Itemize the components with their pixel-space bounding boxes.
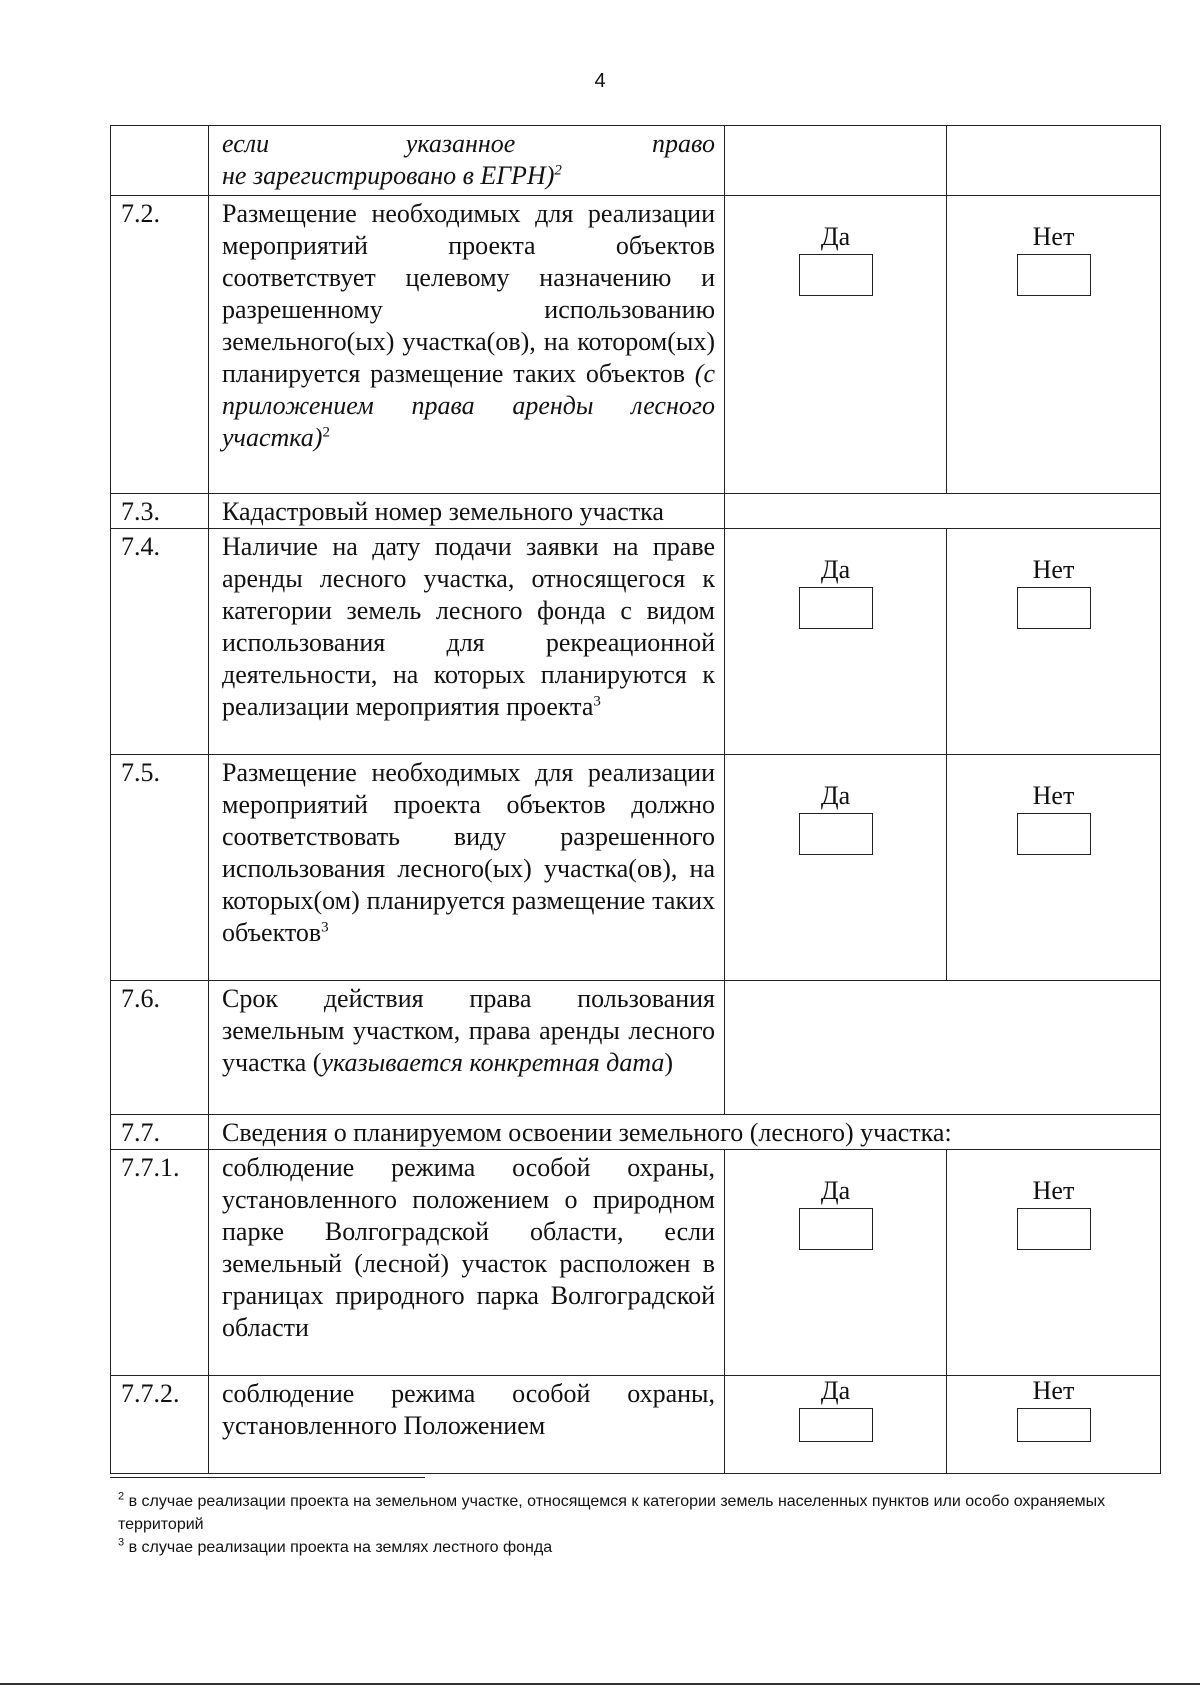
row-number: 7.3. xyxy=(111,494,209,529)
row-number: 7.4. xyxy=(111,529,209,755)
yes-label: Да xyxy=(820,222,851,251)
row-number: 7.7.2. xyxy=(111,1376,209,1474)
yes-checkbox[interactable] xyxy=(799,587,873,629)
no-label: Нет xyxy=(1032,1176,1075,1205)
yes-checkbox[interactable] xyxy=(799,813,873,855)
row-description: Срок действия права пользования земельным участком, права аренды лесного участка (указывается конкретная дата) xyxy=(209,981,725,1115)
yes-checkbox[interactable] xyxy=(799,1408,873,1442)
description-text: Наличие на дату подачи заявки на праве аренды лесного участка, относящегося к категории земель лесного фонда с видом использования для рекреационной деятельности, на которых планируются к реализации мероприятия проекта xyxy=(222,532,715,721)
application-form-table xyxy=(110,125,1161,1474)
footnote-3 xyxy=(118,1536,1158,1559)
row-description: Кадастровый номер земельного участка xyxy=(209,494,725,529)
table-row-7-4 xyxy=(111,529,1161,755)
no-checkbox[interactable] xyxy=(1017,1208,1091,1250)
page-bottom-edge xyxy=(0,1683,1200,1685)
row-description xyxy=(209,529,725,755)
yes-checkbox[interactable] xyxy=(799,254,873,296)
table-row-7-2 xyxy=(111,196,1161,494)
footnote-ref-3: 3 xyxy=(593,693,601,710)
no-checkbox[interactable] xyxy=(1017,813,1091,855)
footnote-ref-2: 2 xyxy=(322,424,330,441)
row-description-cell xyxy=(209,126,725,196)
table-row-7-5 xyxy=(111,755,1161,981)
table-row-continuation xyxy=(111,126,1161,196)
footnote-mark: 2 xyxy=(118,1490,125,1503)
cadastral-number-field[interactable] xyxy=(725,494,1161,529)
empty-cell xyxy=(725,126,947,196)
table-row-7-7-1 xyxy=(111,1150,1161,1376)
term-date-field[interactable] xyxy=(725,981,1161,1115)
no-checkbox[interactable] xyxy=(1017,254,1091,296)
continuation-line-2: не зарегистрировано в ЕГРН) xyxy=(222,161,555,190)
yes-label: Да xyxy=(820,1176,851,1205)
yes-option-cell xyxy=(725,1376,947,1474)
footnote-text: в случае реализации проекта на земельном участке, относящемся к категории земель населенных пунктов или особо охраняемых территорий xyxy=(118,1493,1106,1533)
footnote-ref-2: 2 xyxy=(554,162,562,179)
yes-label: Да xyxy=(820,1376,851,1405)
yes-label: Да xyxy=(820,555,851,584)
description-italic: (с приложением права аренды лесного участка) xyxy=(222,359,715,452)
row-number: 7.7.1. xyxy=(111,1150,209,1376)
row-description: соблюдение режима особой охраны, установленного Положением xyxy=(209,1376,725,1474)
row-description xyxy=(209,755,725,981)
table-row-7-6 xyxy=(111,981,1161,1115)
yes-label: Да xyxy=(820,781,851,810)
footnote-mark: 3 xyxy=(118,1536,125,1549)
empty-cell xyxy=(947,126,1161,196)
yes-option-cell xyxy=(725,755,947,981)
no-label: Нет xyxy=(1032,1376,1075,1405)
row-description: соблюдение режима особой охраны, установленного положением о природном парке Волгоградской области, если земельный (лесной) участок расположен в границах природного парка Волгоградской области xyxy=(209,1150,725,1376)
row-number-cell xyxy=(111,126,209,196)
no-option-cell xyxy=(947,755,1161,981)
no-option-cell xyxy=(947,529,1161,755)
yes-checkbox[interactable] xyxy=(799,1208,873,1250)
no-label: Нет xyxy=(1032,781,1075,810)
row-number: 7.6. xyxy=(111,981,209,1115)
table-row-7-7-2 xyxy=(111,1376,1161,1474)
yes-option-cell xyxy=(725,196,947,494)
yes-option-cell xyxy=(725,1150,947,1376)
continuation-line-1: если указанное право xyxy=(222,129,715,158)
row-number: 7.5. xyxy=(111,755,209,981)
description-text: Размещение необходимых для реализации мероприятий проекта объектов соответствует целевому назначению и разрешенному использованию земельного(ых) участка(ов), на котором(ых) планируется размещение таких объектов xyxy=(222,199,715,388)
footnote-ref-3: 3 xyxy=(321,919,329,936)
row-number: 7.2. xyxy=(111,196,209,494)
row-number: 7.7. xyxy=(111,1115,209,1150)
no-checkbox[interactable] xyxy=(1017,587,1091,629)
row-description xyxy=(209,196,725,494)
footnote-separator xyxy=(110,1477,425,1478)
footnote-text: в случае реализации проекта на землях лестного фонда xyxy=(128,1539,553,1556)
no-option-cell xyxy=(947,196,1161,494)
footnotes xyxy=(118,1490,1158,1559)
table-row-7-7 xyxy=(111,1115,1161,1150)
table-row-7-3 xyxy=(111,494,1161,529)
description-text: Размещение необходимых для реализации мероприятий проекта объектов должно соответствовать виду разрешенного использования лесного(ых) участка(ов), на которых(ом) планируется размещение таких объектов xyxy=(222,758,715,947)
no-label: Нет xyxy=(1032,555,1075,584)
yes-option-cell xyxy=(725,529,947,755)
page-number: 4 xyxy=(594,70,606,92)
description-text: Срок действия права пользования земельным участком, права аренды лесного участка xyxy=(222,984,715,1077)
no-checkbox[interactable] xyxy=(1017,1408,1091,1442)
footnote-2 xyxy=(118,1490,1158,1536)
no-option-cell xyxy=(947,1376,1161,1474)
no-label: Нет xyxy=(1032,222,1075,251)
description-italic: указывается конкретная дата xyxy=(321,1048,665,1077)
row-description: Сведения о планируемом освоении земельного (лесного) участка: xyxy=(209,1115,1161,1150)
no-option-cell xyxy=(947,1150,1161,1376)
